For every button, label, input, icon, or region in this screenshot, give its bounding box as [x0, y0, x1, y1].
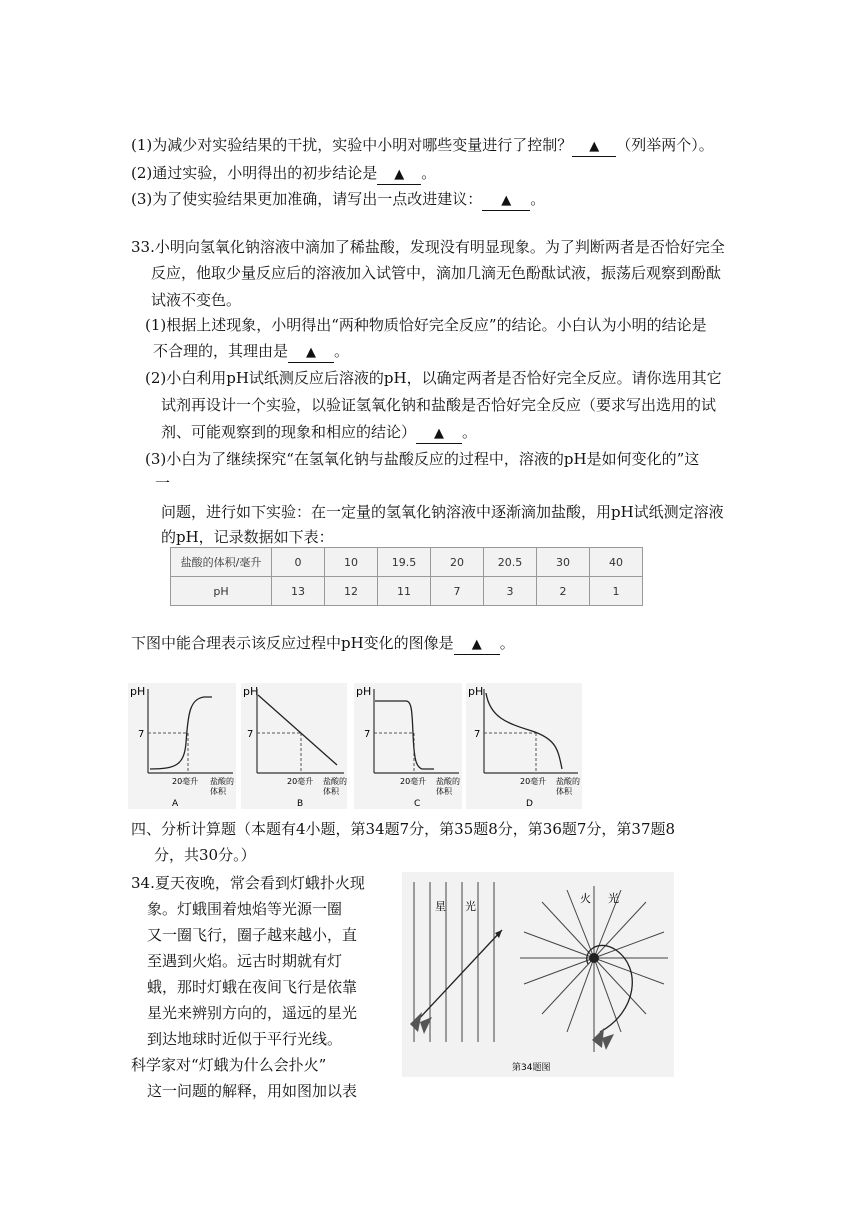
table-header-cell: 盐酸的体积/毫升 [171, 548, 272, 577]
q32-line-3 [131, 188, 545, 211]
x-mark-label: 20毫升 [520, 777, 547, 786]
answer-blank[interactable] [482, 190, 530, 211]
q34-line: 到达地球时近似于平行光线。 [147, 1030, 343, 1048]
table-cell: 11 [378, 577, 431, 606]
graph-question-text: 下图中能合理表示该反应过程中pH变化的图像是 [131, 634, 454, 652]
x-axis-label: 体积 [323, 787, 339, 796]
figure-label: 火 [580, 892, 591, 905]
y-axis-label: pH [243, 685, 259, 698]
graph-question-end: 。 [499, 634, 515, 652]
q33-sub3-line-4: 的pH，记录数据如下表： [161, 528, 334, 546]
answer-blank[interactable] [454, 634, 500, 655]
triangle-mark-icon: ▲ [434, 426, 445, 441]
graph-b [241, 683, 347, 809]
seven-label: 7 [474, 729, 481, 740]
q32-line-2 [131, 162, 436, 185]
triangle-mark-icon: ▲ [501, 193, 512, 208]
table-cell: 7 [431, 577, 484, 606]
table-cell: 10 [325, 548, 378, 577]
q33-sub3-line-1: (3)小白为了继续探究“在氢氧化钠与盐酸反应的过程中，溶液的pH是如何变化的”这 [145, 450, 700, 468]
seven-label: 7 [247, 729, 254, 740]
y-axis-label: pH [356, 685, 372, 698]
table-row [171, 548, 643, 577]
graph-question-line [131, 632, 515, 655]
q32-text-2a: (2)通过实验，小明得出的初步结论是 [131, 164, 378, 182]
table-row [171, 577, 643, 606]
moth-flight-figure [402, 872, 674, 1077]
q32-line-1 [131, 134, 714, 157]
table-cell: 12 [325, 577, 378, 606]
flame-icon [589, 953, 599, 963]
q33-sub1-end: 。 [334, 342, 350, 360]
x-axis-label: 体积 [210, 787, 226, 796]
q34-line: 这一问题的解释，用如图加以表 [147, 1082, 358, 1100]
triangle-mark-icon: ▲ [394, 167, 405, 182]
table-cell: 20 [431, 548, 484, 577]
answer-blank[interactable] [416, 423, 462, 444]
answer-blank[interactable] [377, 164, 421, 185]
triangle-mark-icon: ▲ [471, 637, 482, 652]
table-cell: 40 [590, 548, 643, 577]
x-axis-label: 盐酸的 [323, 777, 347, 786]
graph-option-label: C [414, 799, 421, 809]
x-axis-label: 体积 [436, 787, 452, 796]
answer-blank[interactable] [572, 136, 616, 157]
x-axis-label: 盐酸的 [210, 777, 234, 786]
q33-sub2-line-3 [161, 421, 477, 444]
x-axis-label: 盐酸的 [556, 777, 580, 786]
q32-text-2b: 。 [421, 164, 437, 182]
section4-line-2: 分，共30分。） [154, 846, 256, 864]
x-mark-label: 20毫升 [287, 777, 314, 786]
x-mark-label: 20毫升 [400, 777, 427, 786]
graph-option-label: A [172, 799, 179, 809]
x-axis-label: 体积 [556, 787, 572, 796]
q33-sub3-line-3: 问题，进行如下实验：在一定量的氢氧化钠溶液中逐渐滴加盐酸，用pH试纸测定溶液 [161, 503, 724, 521]
q32-text-3a: (3)为了使实验结果更加准确，请写出一点改进建议： [131, 190, 483, 208]
q34-line: 又一圈飞行，圈子越来越小，直 [147, 926, 358, 944]
q33-line-2: 反应，他取少量反应后的溶液加入试管中，滴加几滴无色酚酞试液，振荡后观察到酚酞 [151, 264, 722, 282]
seven-label: 7 [364, 729, 371, 740]
table-cell: 13 [272, 577, 325, 606]
seven-label: 7 [138, 729, 145, 740]
triangle-mark-icon: ▲ [306, 345, 317, 360]
triangle-mark-icon: ▲ [589, 139, 600, 154]
y-axis-label: pH [468, 685, 484, 698]
q33-line-1: 33.小明向氢氧化钠溶液中滴加了稀盐酸，发现没有明显现象。为了判断两者是否恰好完全 [131, 238, 725, 256]
q32-text-1b: （列举两个）。 [616, 136, 714, 154]
q32-text-3b: 。 [530, 190, 546, 208]
ph-data-table [170, 547, 643, 606]
q33-sub3-line-2: 一 [155, 474, 171, 492]
q33-sub2-text: 剂、可能观察到的现象和相应的结论） [161, 423, 417, 441]
table-cell: 20.5 [484, 548, 537, 577]
x-mark-label: 20毫升 [172, 777, 199, 786]
table-cell: 0 [272, 548, 325, 577]
q32-text-1a: (1)为减少对实验结果的干扰，实验中小明对哪些变量进行了控制？ [131, 136, 573, 154]
q33-line-3: 试液不变色。 [151, 291, 242, 309]
q34-line: 科学家对“灯蛾为什么会扑火” [131, 1056, 327, 1074]
q33-sub2-end: 。 [462, 423, 478, 441]
table-header-cell: pH [171, 577, 272, 606]
table-cell: 30 [537, 548, 590, 577]
graph-option-label: D [526, 799, 533, 809]
figure-label: 星 [435, 900, 446, 913]
q33-sub1-line-2 [153, 340, 349, 363]
figure-label: 光 [608, 892, 619, 905]
q33-sub2-line-2: 试剂再设计一个实验，以验证氢氧化钠和盐酸是否恰好完全反应（要求写出选用的试 [161, 396, 717, 414]
graph-c [354, 683, 462, 809]
q33-sub2-line-1: (2)小白利用pH试纸测反应后溶液的pH，以确定两者是否恰好完全反应。请你选用其它 [145, 369, 722, 387]
figure-caption: 第34题图 [512, 1063, 551, 1073]
q34-line: 星光来辨别方向的，遥远的星光 [147, 1004, 358, 1022]
q34-line: 34.夏天夜晚，常会看到灯蛾扑火现 [131, 874, 365, 892]
x-axis-label: 盐酸的 [436, 777, 460, 786]
table-cell: 3 [484, 577, 537, 606]
table-cell: 19.5 [378, 548, 431, 577]
q34-line: 象。灯蛾围着烛焰等光源一圈 [147, 900, 343, 918]
section4-line-1: 四、分析计算题（本题有4小题，第34题7分，第35题8分，第36题7分，第37题8 [131, 820, 676, 838]
graph-option-label: B [297, 799, 304, 809]
table-cell: 1 [590, 577, 643, 606]
q34-line: 至遇到火焰。远古时期就有灯 [147, 952, 343, 970]
q33-sub1-line-1: (1)根据上述现象，小明得出“两种物质恰好完全反应”的结论。小白认为小明的结论是 [145, 316, 707, 334]
y-axis-label: pH [130, 685, 146, 698]
q34-line: 蛾，那时灯蛾在夜间飞行是依靠 [147, 978, 358, 996]
figure-label: 光 [465, 900, 476, 913]
graph-d [466, 683, 582, 809]
table-cell: 2 [537, 577, 590, 606]
q33-sub1-text: 不合理的，其理由是 [153, 342, 289, 360]
graph-a [128, 683, 236, 809]
answer-blank[interactable] [288, 342, 334, 363]
